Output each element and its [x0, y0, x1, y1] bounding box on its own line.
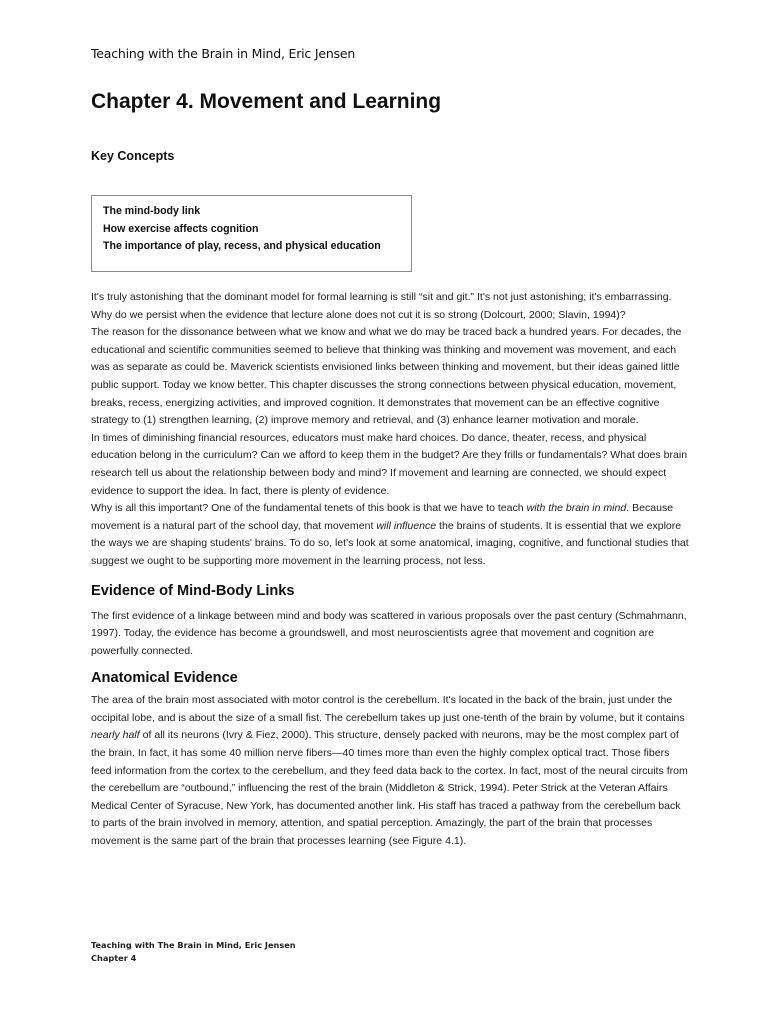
section-heading-mind-body: Evidence of Mind-Body Links [91, 582, 295, 599]
key-concept-item: How exercise affects cognition [103, 222, 259, 235]
intro-paragraph-4 [91, 500, 689, 570]
intro-paragraph-2: The reason for the dissonance between what we know and what we do may be traced back a hundred years. For decades, the educational and scientific communities seemed to believe that thinking was thinking and movement was movement, and each was as separate as could be. Maverick scientists envisioned links between thinking and movement, but their ideas gained little public support. Today we know better. This chapter discusses the strong connections between physical education, movement, breaks, recess, energizing activities, and improved cognition. It demonstrates that movement can be an effective cognitive strategy to (1) strengthen learning, (2) improve memory and retrieval, and (3) enhance learner motivation and morale. [91, 326, 682, 427]
emphasis-text: will influence [376, 519, 437, 532]
footer-title: Teaching with The Brain in Mind, Eric Jensen [91, 940, 296, 950]
text-run: The area of the brain most associated with motor control is the cerebellum. It's located in the back of the brain, just under the occipital lobe, and is about the size of a small fist. The cerebellum takes up just one-tenth of the brain by volume, but it contains [91, 694, 685, 724]
chapter-body [91, 289, 689, 851]
page-footer [91, 939, 296, 965]
intro-paragraph-1: It's truly astonishing that the dominant model for formal learning is still “sit and git.” It's not just astonishing; it's embarrassing. Why do we persist when the evidence that lecture alone does not cut it is so strong (Dolcourt, 2000; Slavin, 1994)? [91, 291, 672, 321]
chapter-title: Chapter 4. Movement and Learning [91, 90, 442, 113]
mind-body-paragraph: The first evidence of a linkage between mind and body was scattered in various proposals over the past century (Schmahmann, 1997). Today, the evidence has become a groundswell, and most neuroscientists agree that movement and cognition are powerfully connected. [91, 609, 687, 657]
text-run: Why is all this important? One of the fundamental tenets of this book is that we have to teach [91, 502, 527, 515]
emphasis-text: nearly half [91, 729, 140, 742]
text-run: of all its neurons (Ivry & Fiez, 2000). This structure, densely packed with neurons, may be the most complex part of the brain. In fact, it has some 40 million nerve fibers—40 times more than even the highly complex optical tract. Those fibers feed information from the cortex to the cerebellum, and they feed data back to the cortex. In fact, most of the neural circuits from the cerebellum are “outbound,” influencing the rest of the brain (Middleton & Strick, 1994). Peter Strick at the Veteran Affairs Medical Center of Syracuse, New York, has documented another link. His staff has traced a pathway from the cerebellum back to parts of the brain involved in memory, attention, and spatial perception. Amazingly, the part of the brain that processes movement is the same part of the brain that processes learning (see Figure 4.1). [91, 729, 688, 848]
text-run: the brains of students. It is essential that we explore the ways we are shaping students' brains. To do so, let's look at some anatomical, imaging, cognitive, and functional studies that suggest we ought to be supporting more movement in the learning process, not less. [91, 519, 689, 567]
key-concepts-list [103, 203, 400, 256]
key-concepts-box [91, 195, 412, 272]
key-concept-item: The importance of play, recess, and physical education [103, 240, 381, 252]
section-heading-anatomical: Anatomical Evidence [91, 670, 238, 687]
running-header: Teaching with the Brain in Mind, Eric Jensen [91, 46, 356, 61]
key-concepts-heading: Key Concepts [91, 149, 175, 163]
intro-paragraph-3: In times of diminishing financial resources, educators must make hard choices. Do dance, theater, recess, and physical education belong in the curriculum? Can we afford to keep them in the budget? Are they frills or fundamentals? What does brain research tell us about the relationship between body and mind? If movement and learning are connected, we should expect evidence to support the idea. In fact, there is plenty of evidence. [91, 431, 688, 497]
emphasis-text: with the brain in mind [526, 502, 627, 515]
anatomical-paragraph [91, 692, 689, 850]
text-run: . Because movement is a natural part of the school day, that movement [91, 502, 674, 532]
key-concept-item: The mind-body link [103, 205, 201, 217]
footer-chapter: Chapter 4 [91, 953, 137, 963]
